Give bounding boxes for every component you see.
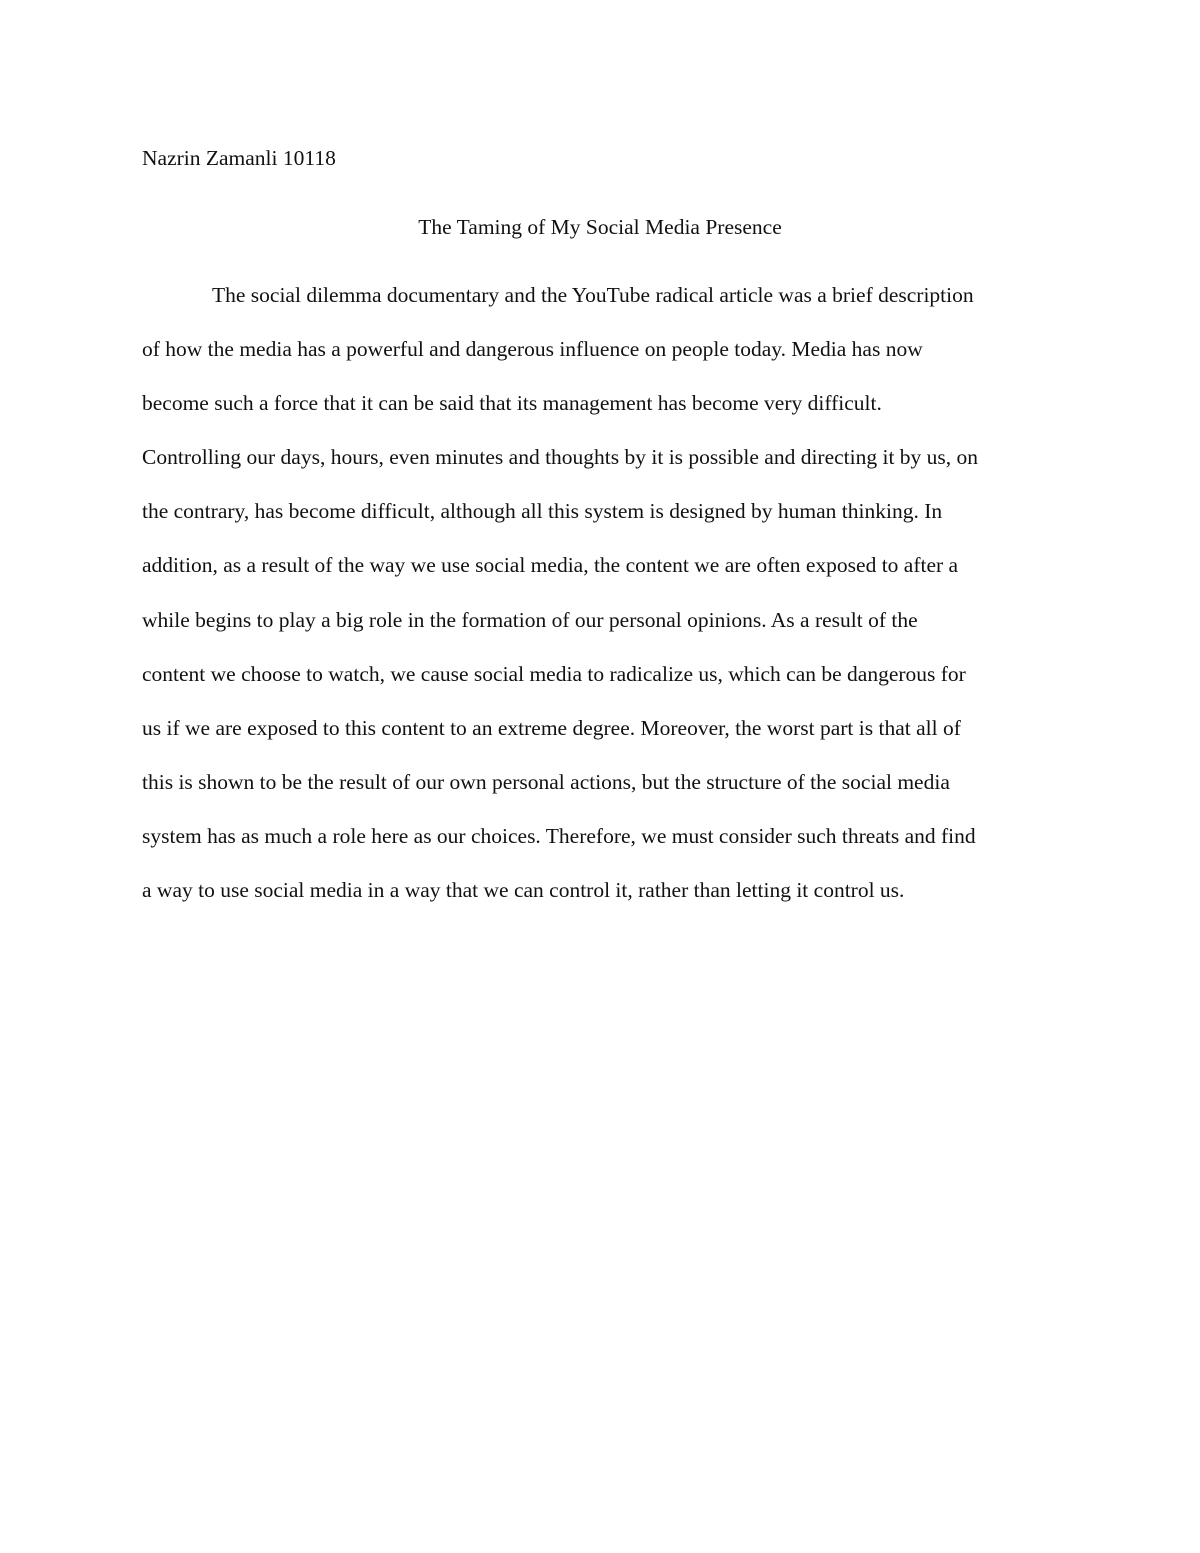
- body-line: addition, as a result of the way we use social media, the content we are often exposed to after a: [142, 553, 959, 578]
- body-line: a way to use social media in a way that we can control it, rather than letting it control us.: [142, 878, 905, 903]
- body-line: while begins to play a big role in the formation of our personal opinions. As a result of the: [142, 607, 918, 632]
- body-line: Controlling our days, hours, even minutes and thoughts by it is possible and directing it by us, on: [142, 445, 979, 470]
- body-line: this is shown to be the result of our own personal actions, but the structure of the social media: [142, 769, 950, 794]
- body-line: us if we are exposed to this content to an extreme degree. Moreover, the worst part is that all of: [142, 715, 961, 740]
- author-line: Nazrin Zamanli 10118: [142, 146, 336, 170]
- body-line: content we choose to watch, we cause social media to radicalize us, which can be dangerous for: [142, 661, 966, 686]
- body-line: the contrary, has become difficult, although all this system is designed by human thinking. In: [142, 499, 943, 524]
- document-title: The Taming of My Social Media Presence: [418, 215, 782, 239]
- body-line: The social dilemma documentary and the YouTube radical article was a brief description: [212, 283, 974, 307]
- body-paragraph: [142, 280, 1102, 929]
- body-line: system has as much a role here as our choices. Therefore, we must consider such threats and find: [142, 823, 976, 848]
- body-line: become such a force that it can be said that its management has become very difficult.: [142, 391, 882, 416]
- body-line: of how the media has a powerful and dangerous influence on people today. Media has now: [142, 337, 923, 362]
